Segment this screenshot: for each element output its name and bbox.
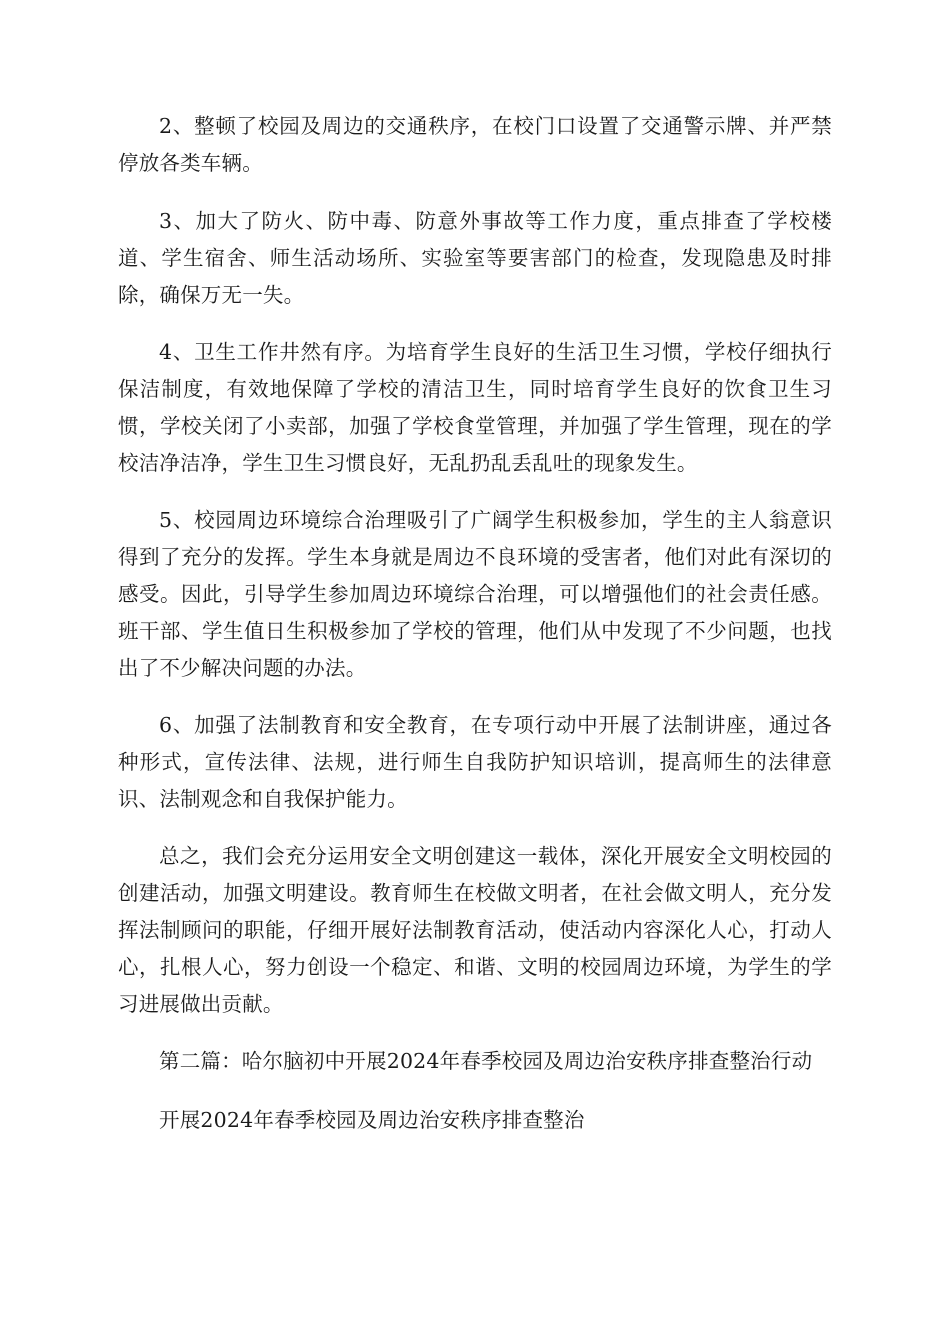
section-heading: 第二篇：哈尔脑初中开展2024年春季校园及周边治安秩序排查整治行动	[159, 1049, 813, 1073]
paragraph-item-5: 5、校园周边环境综合治理吸引了广阔学生积极参加，学生的主人翁意识得到了充分的发挥。学生本身就是周边不良环境的受害者，他们对此有深切的感受。因此，引导学生参加周边环境综合治理，可以增强他们的社会责任感。班干部、学生值日生积极参加了学校的管理，他们从中发现了不少问题，也找出了不少解决问题的办法。	[118, 508, 832, 680]
paragraph-item-2: 2、整顿了校园及周边的交通秩序，在校门口设置了交通警示牌、并严禁停放各类车辆。	[118, 114, 832, 175]
document-page	[118, 108, 832, 1159]
paragraph-item-4: 4、卫生工作井然有序。为培育学生良好的生活卫生习惯，学校仔细执行保洁制度，有效地保障了学校的清洁卫生，同时培育学生良好的饮食卫生习惯，学校关闭了小卖部，加强了学校食堂管理，并加强了学生管理，现在的学校洁净洁净，学生卫生习惯良好，无乱扔乱丢乱吐的现象发生。	[118, 340, 832, 475]
paragraph-item-3: 3、加大了防火、防中毒、防意外事故等工作力度，重点排查了学校楼道、学生宿舍、师生活动场所、实验室等要害部门的检查，发现隐患及时排除，确保万无一失。	[118, 209, 832, 307]
paragraph-summary: 总之，我们会充分运用安全文明创建这一载体，深化开展安全文明校园的创建活动，加强文明建设。教育师生在校做文明者，在社会做文明人，充分发挥法制顾问的职能，仔细开展好法制教育活动，使活动内容深化人心，打动人心，扎根人心，努力创设一个稳定、和谐、文明的校园周边环境，为学生的学习进展做出贡献。	[118, 844, 832, 1016]
paragraph-item-6: 6、加强了法制教育和安全教育，在专项行动中开展了法制讲座，通过各种形式，宣传法律、法规，进行师生自我防护知识培训，提高师生的法律意识、法制观念和自我保护能力。	[118, 713, 832, 811]
section-subheading: 开展2024年春季校园及周边治安秩序排查整治	[159, 1108, 585, 1132]
